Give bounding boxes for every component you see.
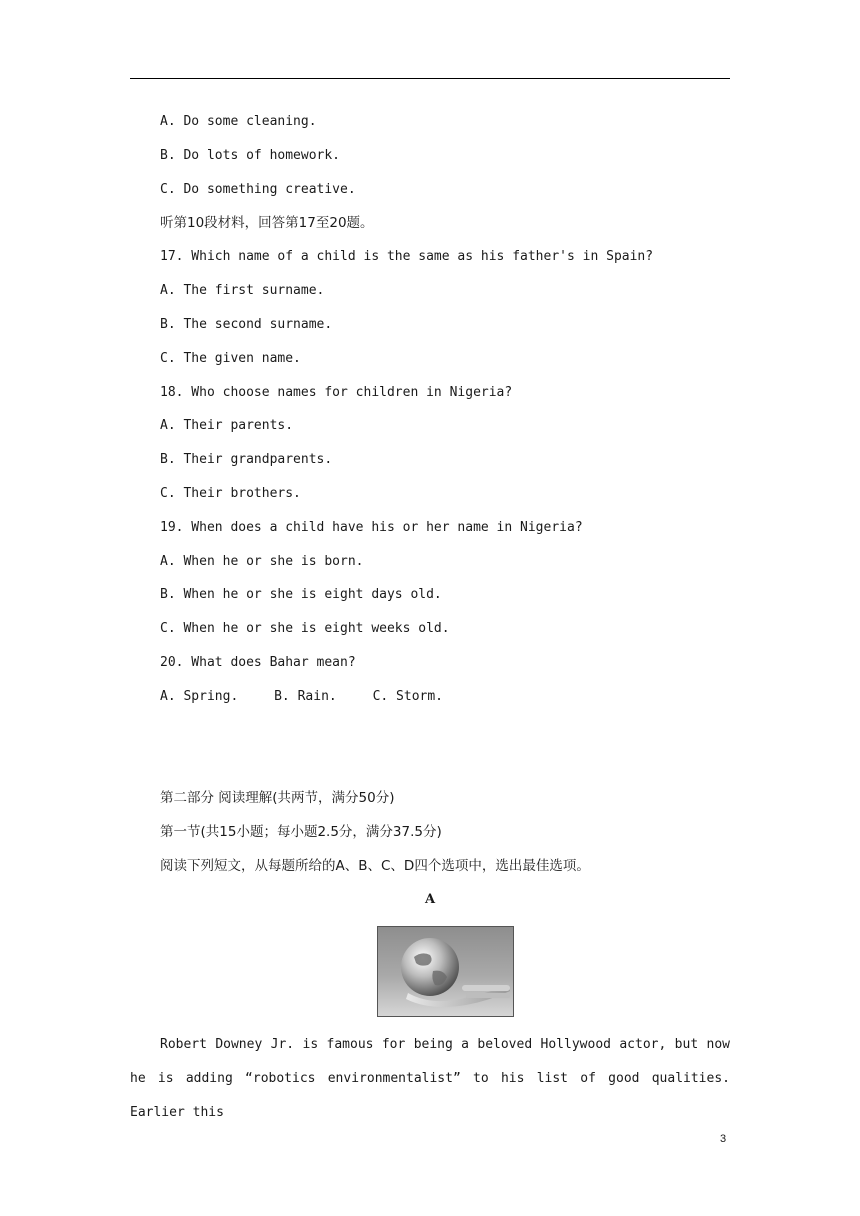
q19-question: 19. When does a child have his or her name in Nigeria? bbox=[160, 520, 583, 535]
q20-option-a: A. Spring. bbox=[160, 689, 239, 704]
section-10-intro: 听第10段材料，回答第17至20题。 bbox=[160, 215, 374, 231]
header-rule bbox=[130, 78, 730, 79]
q18-question: 18. Who choose names for children in Nigeria? bbox=[160, 385, 513, 400]
globe-illustration bbox=[378, 927, 513, 1016]
q18-option-c: C. Their brothers. bbox=[160, 486, 301, 501]
q20-option-b: B. Rain. bbox=[274, 689, 337, 704]
q18-option-b: B. Their grandparents. bbox=[160, 452, 333, 467]
q19-option-c: C. When he or she is eight weeks old. bbox=[160, 621, 450, 636]
q20-option-c: C. Storm. bbox=[372, 689, 444, 704]
part2-instructions: 阅读下列短文，从每题所给的A、B、C、D四个选项中，选出最佳选项。 bbox=[160, 858, 590, 874]
q17-option-a: A. The first surname. bbox=[160, 283, 325, 298]
q17-question: 17. Which name of a child is the same as his father's in Spain? bbox=[160, 249, 654, 264]
q19-option-a: A. When he or she is born. bbox=[160, 554, 364, 569]
passage-paragraph: Robert Downey Jr. is famous for being a beloved Hollywood actor, but now he is adding “robotics environmentalist” to his list of good qualities. Earlier this bbox=[130, 1037, 730, 1120]
q17-option-b: B. The second surname. bbox=[160, 317, 333, 332]
q19-option-b: B. When he or she is eight days old. bbox=[160, 587, 442, 602]
part2-title: 第二部分 阅读理解(共两节，满分50分) bbox=[160, 790, 395, 806]
q16-option-c: C. Do something creative. bbox=[160, 182, 356, 197]
robot-hand-globe-image bbox=[377, 926, 514, 1017]
part2-section1: 第一节(共15小题；每小题2.5分，满分37.5分) bbox=[160, 824, 442, 840]
page-number: 3 bbox=[720, 1133, 727, 1145]
q18-option-a: A. Their parents. bbox=[160, 418, 294, 433]
q16-option-a: A. Do some cleaning. bbox=[160, 114, 317, 129]
passage-label: A bbox=[424, 892, 436, 907]
q20-options bbox=[160, 689, 471, 705]
q17-option-c: C. The given name. bbox=[160, 351, 301, 366]
q20-question: 20. What does Bahar mean? bbox=[160, 655, 356, 670]
q16-option-b: B. Do lots of homework. bbox=[160, 148, 341, 163]
